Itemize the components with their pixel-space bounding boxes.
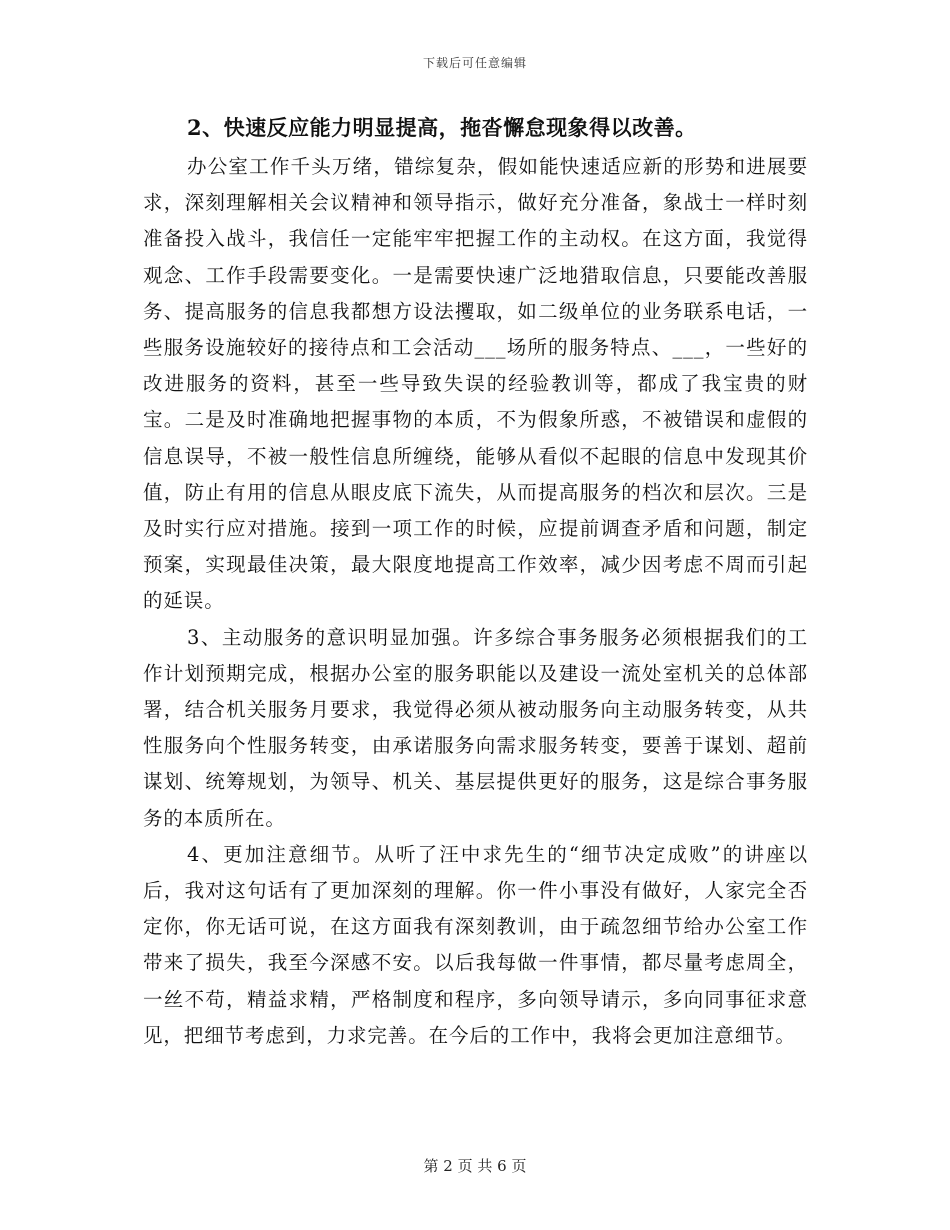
paragraph-active-service: 3、主动服务的意识明显加强。许多综合事务服务必须根据我们的工作计划预期完成，根据办公室的服务职能以及建设一流处室机关的总体部署，结合机关服务月要求，我觉得必须从被动服务向主动服务转变，从共性服务向个性服务转变，由承诺服务向需求服务转变，要善于谋划、超前谋划、统筹规划，为领导、机关、基层提供更好的服务，这是综合事务服务的本质所在。 [143,625,808,830]
section-heading: 2、快速反应能力明显提高，拖沓懈怠现象得以改善。 [187,115,697,140]
paragraph-attention-to-detail: 4、更加注意细节。从听了汪中求先生的“细节决定成败”的讲座以后，我对这句话有了更加深刻的理解。你一件小事没有做好，人家完全否定你，你无话可说，在这方面我有深刻教训，由于疏忽细节给办公室工作带来了损失，我至今深感不安。以后我每做一件事情，都尽量考虑周全，一丝不苟，精益求精，严格制度和程序，多向领导请示，多向同事征求意见，把细节考虑到，力求完善。在今后的工作中，我将会更加注意细节。 [143,842,808,1047]
paragraph-quick-response: 办公室工作千头万绪，错综复杂，假如能快速适应新的形势和进展要求，深刻理解相关会议精神和领导指示，做好充分准备，象战士一样时刻准备投入战斗，我信任一定能牢牢把握工作的主动权。在这方面，我觉得观念、工作手段需要变化。一是需要快速广泛地猎取信息，只要能改善服务、提高服务的信息我都想方设法攫取，如二级单位的业务联系电话，一些服务设施较好的接待点和工会活动___场所的服务特点、___，一些好的改进服务的资料，甚至一些导致失误的经验教训等，都成了我宝贵的财宝。二是及时准确地把握事物的本质，不为假象所惑，不被错误和虚假的信息误导，不被一般性信息所缠绕，能够从看似不起眼的信息中发现其价值，防止有用的信息从眼皮底下流失，从而提高服务的档次和层次。三是及时实行应对措施。接到一项工作的时候，应提前调查矛盾和问题，制定预案，实现最佳决策，最大限度地提高工作效率，减少因考虑不周而引起的延误。 [143,155,808,613]
page-number: 第 2 页 共 6 页 [423,1157,527,1175]
document-body [143,110,808,1054]
page-header-note: 下载后可任意编辑 [422,56,527,70]
